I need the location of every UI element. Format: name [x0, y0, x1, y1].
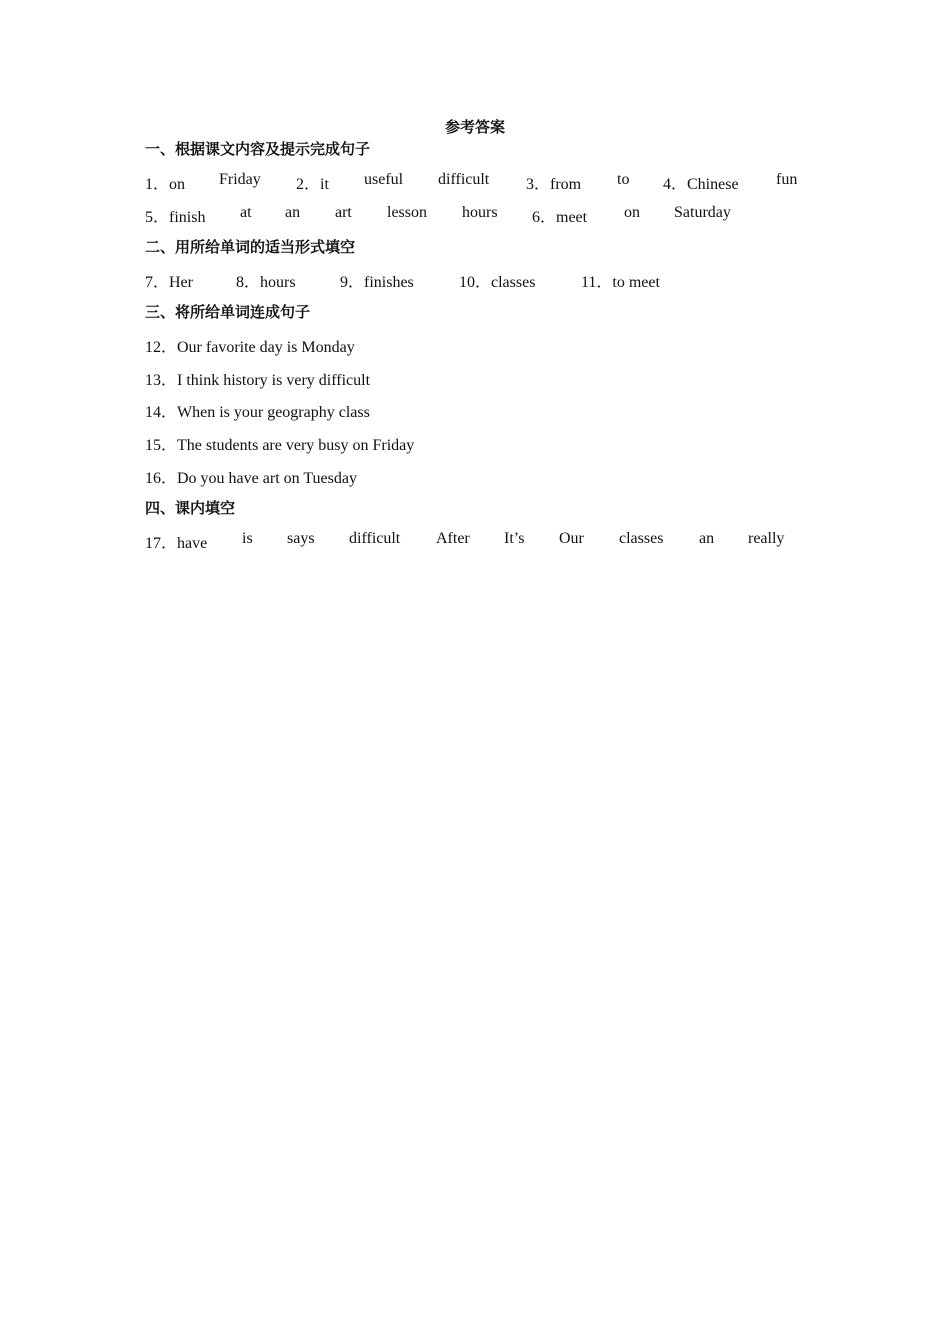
- sentence-line: 13．I think history is very difficult: [145, 372, 371, 389]
- answer-word: 2．it: [296, 176, 329, 193]
- answer-word: 9．finishes: [340, 274, 414, 291]
- answer-word: 6．meet: [532, 209, 588, 226]
- sentence-line: 14．When is your geography class: [145, 404, 370, 421]
- answer-word: lesson: [387, 204, 427, 221]
- answer-word: fun: [776, 171, 798, 188]
- answer-word: classes: [619, 530, 664, 547]
- answer-word: 3．from: [526, 176, 582, 193]
- answer-word: useful: [364, 171, 404, 188]
- answer-word: difficult: [438, 171, 490, 188]
- section-heading-2: 二、用所给单词的适当形式填空: [145, 238, 356, 256]
- answer-word: Friday: [219, 171, 261, 188]
- answer-word: is: [242, 530, 253, 547]
- answer-word: at: [240, 204, 252, 221]
- answer-word: to: [617, 171, 630, 188]
- section-heading-3: 三、将所给单词连成句子: [145, 303, 311, 321]
- sentence-line: 16．Do you have art on Tuesday: [145, 470, 357, 487]
- answer-word: difficult: [349, 530, 401, 547]
- answer-word: 8．hours: [236, 274, 296, 291]
- answer-word: really: [748, 530, 785, 547]
- answer-word: 17．have: [145, 535, 208, 552]
- page-title: 参考答案: [444, 118, 505, 136]
- answer-word: hours: [462, 204, 498, 221]
- answer-word: 10．classes: [459, 274, 536, 291]
- answer-word: art: [335, 204, 352, 221]
- section-heading-1: 一、根据课文内容及提示完成句子: [145, 140, 371, 158]
- sentence-line: 12．Our favorite day is Monday: [145, 339, 355, 356]
- section-heading-4: 四、课内填空: [145, 499, 236, 517]
- answer-word: an: [699, 530, 715, 547]
- sentence-line: 15．The students are very busy on Friday: [145, 437, 415, 454]
- answer-word: 5．finish: [145, 209, 206, 226]
- answer-word: Our: [559, 530, 584, 547]
- answer-word: 4．Chinese: [663, 176, 739, 193]
- answer-word: Saturday: [674, 204, 731, 221]
- answer-word: on: [624, 204, 640, 221]
- answer-word: says: [287, 530, 315, 547]
- answer-word: After: [436, 530, 470, 547]
- answer-word: an: [285, 204, 301, 221]
- answer-word: 11．to meet: [581, 274, 660, 291]
- answer-word: 1．on: [145, 176, 186, 193]
- answer-word: It’s: [504, 530, 525, 547]
- answer-word: 7．Her: [145, 274, 193, 291]
